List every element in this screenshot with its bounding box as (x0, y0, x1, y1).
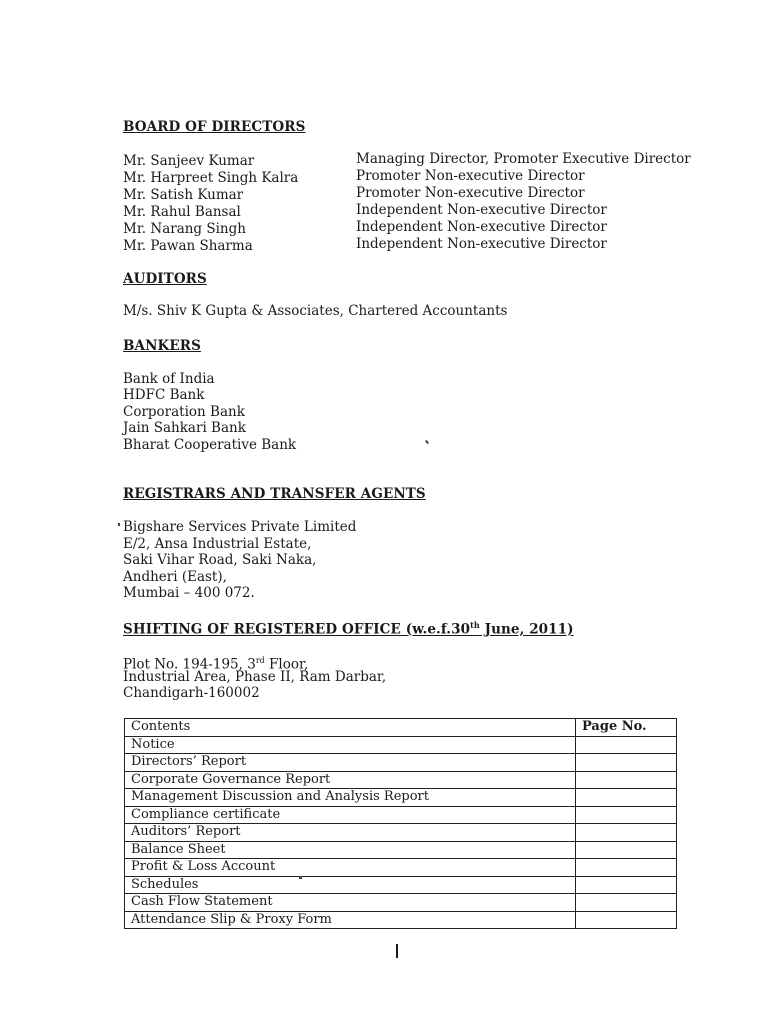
table-row (125, 841, 677, 859)
table-header-row (125, 719, 677, 737)
table-row (125, 806, 677, 824)
board-of-directors-heading: BOARD OF DIRECTORS (123, 119, 306, 135)
page-cell (576, 736, 677, 754)
table-row (125, 789, 677, 807)
scan-speck (118, 523, 120, 526)
contents-cell: Directors’ Report (125, 754, 576, 772)
director-role: Managing Director, Promoter Executive Director (356, 151, 691, 167)
contents-cell: Balance Sheet (125, 841, 576, 859)
page-cell (576, 911, 677, 929)
contents-cell: Schedules (125, 876, 576, 894)
address-line: Bigshare Services Private Limited (123, 519, 357, 535)
contents-column-header: Contents (125, 719, 576, 737)
registered-office-heading-end: June, 2011) (479, 621, 574, 638)
table-row (125, 859, 677, 877)
table-row (125, 824, 677, 842)
table-row (125, 911, 677, 929)
address-line1-sup: rd (255, 656, 265, 665)
page-mark (396, 944, 398, 958)
director-role: Independent Non-executive Director (356, 219, 607, 235)
contents-cell: Corporate Governance Report (125, 771, 576, 789)
contents-cell: Auditors’ Report (125, 824, 576, 842)
director-name: Mr. Rahul Bansal (123, 204, 241, 220)
page-cell (576, 824, 677, 842)
contents-cell: Notice (125, 736, 576, 754)
page-cell (576, 894, 677, 912)
director-name: Mr. Narang Singh (123, 221, 246, 237)
page-cell (576, 789, 677, 807)
registrars-heading: REGISTRARS AND TRANSFER AGENTS (123, 486, 426, 502)
page-number-column-header: Page No. (576, 719, 677, 737)
table-row (125, 894, 677, 912)
contents-cell: Profit & Loss Account (125, 859, 576, 877)
address-line: Saki Vihar Road, Saki Naka, (123, 552, 317, 568)
scan-speck (425, 440, 429, 444)
registered-office-heading (123, 620, 574, 638)
bankers-heading: BANKERS (123, 338, 201, 354)
table-row (125, 754, 677, 772)
page-cell (576, 841, 677, 859)
director-role: Independent Non-executive Director (356, 202, 607, 218)
address-line1-pre: Plot No. 194-195, 3 (123, 656, 256, 673)
director-role: Independent Non-executive Director (356, 236, 607, 252)
bank-name: Corporation Bank (123, 404, 245, 420)
bank-name: HDFC Bank (123, 387, 205, 403)
auditors-name: M/s. Shiv K Gupta & Associates, Chartered Accountants (123, 303, 508, 319)
registered-office-heading-main: SHIFTING OF REGISTERED OFFICE (w.e.f.30 (123, 621, 471, 638)
director-role: Promoter Non-executive Director (356, 168, 585, 184)
address-line: Mumbai – 400 072. (123, 585, 255, 601)
scan-speck (299, 876, 302, 879)
director-name: Mr. Satish Kumar (123, 187, 244, 203)
contents-cell: Management Discussion and Analysis Report (125, 789, 576, 807)
contents-table (124, 718, 677, 929)
address-line: Chandigarh-160002 (123, 685, 260, 701)
director-name: Mr. Pawan Sharma (123, 238, 253, 254)
contents-cell: Cash Flow Statement (125, 894, 576, 912)
table-row (125, 876, 677, 894)
contents-cell: Compliance certificate (125, 806, 576, 824)
address-line1-post: Floor, (264, 656, 309, 673)
bank-name: Bank of India (123, 371, 215, 387)
page-cell (576, 806, 677, 824)
director-role: Promoter Non-executive Director (356, 185, 585, 201)
bank-name: Jain Sahkari Bank (123, 420, 246, 436)
director-name: Mr. Sanjeev Kumar (123, 153, 255, 169)
auditors-heading: AUDITORS (123, 271, 207, 287)
table-row (125, 771, 677, 789)
contents-cell: Attendance Slip & Proxy Form (125, 911, 576, 929)
page-cell (576, 754, 677, 772)
address-line: E/2, Ansa Industrial Estate, (123, 536, 312, 552)
address-line: Andheri (East), (123, 569, 227, 585)
table-row (125, 736, 677, 754)
page-cell (576, 771, 677, 789)
director-name: Mr. Harpreet Singh Kalra (123, 170, 299, 186)
address-line: Industrial Area, Phase II, Ram Darbar, (123, 669, 387, 685)
page-cell (576, 876, 677, 894)
page-cell (576, 859, 677, 877)
bank-name: Bharat Cooperative Bank (123, 437, 297, 453)
registered-office-heading-sup: th (470, 620, 480, 630)
